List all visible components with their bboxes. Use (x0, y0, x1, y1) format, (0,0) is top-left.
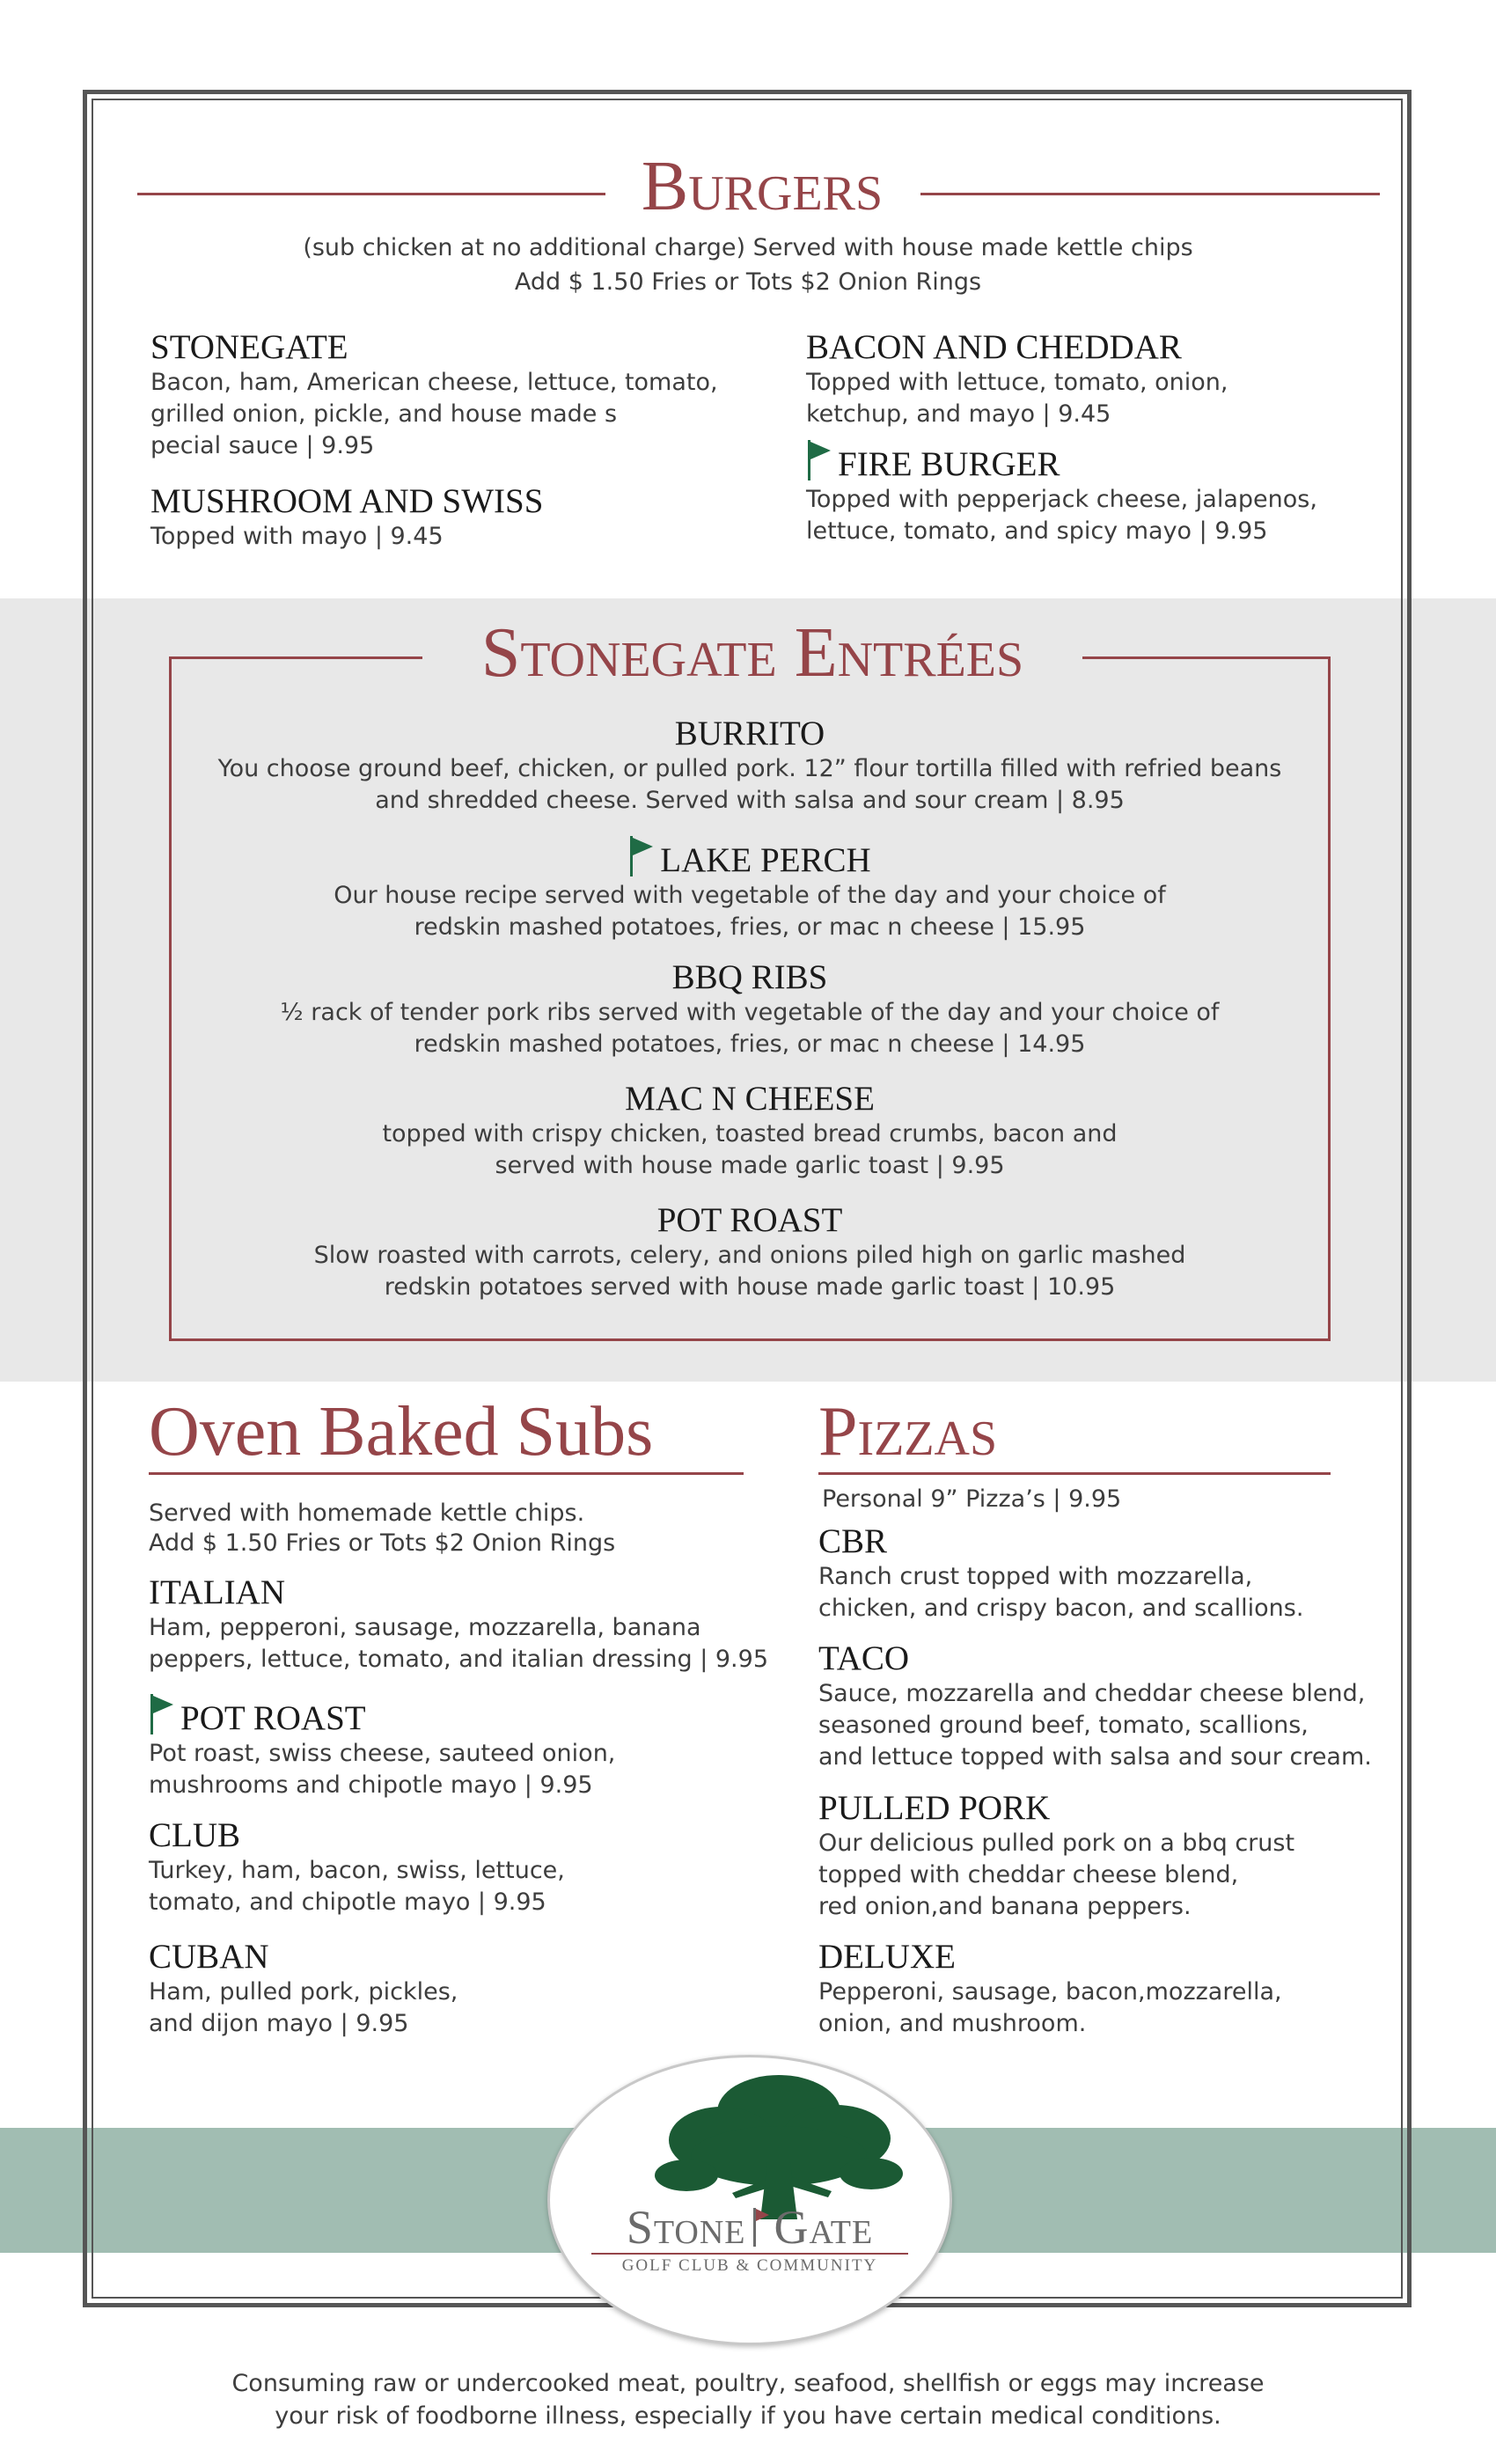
item-description: Ham, pepperoni, sausage, mozzarella, banana (149, 1614, 701, 1641)
burgers-subtitle-1: (sub chicken at no additional charge) Served with house made kettle chips (303, 234, 1193, 261)
menu-item (149, 1938, 782, 2040)
menu-item (149, 1816, 782, 1918)
footer-warning-line-1: Consuming raw or undercooked meat, poultry, seafood, shellfish or eggs may increase (231, 2370, 1265, 2397)
item-description: Bacon, ham, American cheese, lettuce, tomato, (150, 369, 718, 396)
logo-wordmark (547, 2200, 952, 2255)
item-description: grilled onion, pickle, and house made s (150, 400, 618, 428)
menu-item (169, 715, 1331, 817)
burgers-rule-right (920, 193, 1380, 195)
menu-item (169, 958, 1331, 1060)
item-name: ITALIAN (149, 1573, 285, 1611)
item-description: and shredded cheese. Served with salsa and sour cream | 8.95 (375, 787, 1125, 814)
item-name: TACO (818, 1639, 910, 1677)
item-description: Pot roast, swiss cheese, sauteed onion, (149, 1740, 616, 1767)
item-description: onion, and mushroom. (818, 2010, 1087, 2037)
item-description: ketchup, and mayo | 9.45 (806, 400, 1111, 428)
item-description: seasoned ground beef, tomato, scallions, (818, 1712, 1309, 1739)
item-description: mushrooms and chipotle mayo | 9.95 (149, 1771, 593, 1799)
item-name-row (806, 440, 1404, 484)
item-description: Pepperoni, sausage, bacon,mozzarella, (818, 1978, 1282, 2006)
item-name: CUBAN (149, 1938, 269, 1976)
item-description: Our delicious pulled pork on a bbq crust (818, 1830, 1295, 1857)
item-description: tomato, and chipotle mayo | 9.95 (149, 1888, 546, 1916)
item-description: Turkey, ham, bacon, swiss, lettuce, (149, 1857, 565, 1884)
item-name: POT ROAST (180, 1699, 366, 1737)
golf-flag-icon (149, 1694, 175, 1734)
footer-warning-line-2: your risk of foodborne illness, especially if you have certain medical conditions. (275, 2402, 1221, 2430)
item-name: PULLED PORK (818, 1789, 1051, 1827)
item-description: topped with cheddar cheese blend, (818, 1861, 1239, 1888)
logo-flag-icon (750, 2206, 771, 2248)
item-name-row (149, 1694, 782, 1738)
subs-intro-1: Served with homemade kettle chips. (149, 1500, 585, 1527)
item-description: ½ rack of tender pork ribs served with vegetable of the day and your choice of (280, 999, 1220, 1026)
item-name: BURRITO (674, 715, 825, 752)
burgers-rule-left (137, 193, 605, 195)
item-name: LAKE PERCH (660, 841, 871, 879)
item-description: Slow roasted with carrots, celery, and onions piled high on garlic mashed (313, 1242, 1186, 1269)
item-name-row (169, 836, 1331, 880)
item-description: Ham, pulled pork, pickles, (149, 1978, 458, 2006)
item-description: peppers, lettuce, tomato, and italian dressing | 9.95 (149, 1646, 768, 1673)
menu-item (818, 1789, 1390, 1923)
item-description: You choose ground beef, chicken, or pulled pork. 12” flour tortilla filled with refried beans (217, 755, 1282, 782)
menu-item (818, 1522, 1390, 1624)
item-name: BBQ RIBS (671, 958, 828, 996)
item-description: topped with crispy chicken, toasted bread crumbs, bacon and (382, 1120, 1118, 1148)
item-description: and lettuce topped with salsa and sour cream. (818, 1743, 1372, 1771)
item-name: STONEGATE (150, 328, 348, 366)
item-description: redskin mashed potatoes, fries, or mac n cheese | 14.95 (414, 1030, 1086, 1058)
item-name: POT ROAST (656, 1201, 843, 1239)
pizzas-rule (818, 1472, 1331, 1475)
item-description: redskin mashed potatoes, fries, or mac n cheese | 15.95 (414, 913, 1086, 941)
item-name: MUSHROOM AND SWISS (150, 482, 544, 520)
burgers-title: Burgers (641, 148, 884, 225)
burgers-subtitle-2: Add $ 1.50 Fries or Tots $2 Onion Rings (514, 268, 982, 296)
pizzas-title: Pizzas (818, 1393, 998, 1470)
menu-item (149, 1573, 782, 1676)
item-description: Sauce, mozzarella and cheddar cheese blend, (818, 1680, 1366, 1707)
menu-item (818, 1938, 1390, 2040)
item-name: FIRE BURGER (838, 445, 1060, 483)
item-description: chicken, and crispy bacon, and scallions. (818, 1595, 1304, 1622)
logo-name-gate: Gate (774, 2201, 874, 2254)
item-name: CBR (818, 1522, 888, 1560)
item-description: pecial sauce | 9.95 (150, 432, 375, 459)
item-description: Topped with pepperjack cheese, jalapenos, (806, 486, 1317, 513)
item-description: red onion,and banana peppers. (818, 1893, 1192, 1920)
item-name: MAC N CHEESE (625, 1080, 875, 1118)
menu-item (806, 440, 1404, 547)
item-description: Topped with mayo | 9.45 (150, 523, 444, 550)
item-name: BACON AND CHEDDAR (806, 328, 1182, 366)
item-description: redskin potatoes served with house made garlic toast | 10.95 (384, 1273, 1116, 1301)
menu-item (169, 836, 1331, 943)
subs-intro-2: Add $ 1.50 Fries or Tots $2 Onion Rings (149, 1529, 616, 1557)
item-description: Our house recipe served with vegetable of the day and your choice of (334, 882, 1166, 909)
menu-item (149, 1694, 782, 1801)
menu-item (169, 1080, 1331, 1182)
menu-item (169, 1201, 1331, 1303)
menu-item (806, 328, 1404, 430)
item-description: Topped with lettuce, tomato, onion, (806, 369, 1228, 396)
subs-title: Oven Baked Subs (149, 1393, 654, 1470)
logo-divider (591, 2253, 908, 2255)
item-name: DELUXE (818, 1938, 956, 1976)
menu-item (150, 328, 784, 462)
item-description: Ranch crust topped with mozzarella, (818, 1563, 1253, 1590)
entrees-title: Stonegate Entrées (480, 614, 1024, 692)
menu-item (818, 1639, 1390, 1773)
subs-rule (149, 1472, 744, 1475)
item-description: lettuce, tomato, and spicy mayo | 9.95 (806, 517, 1268, 545)
menu-item (150, 482, 784, 553)
logo-name-stone: Stone (626, 2201, 746, 2254)
pizzas-intro: Personal 9” Pizza’s | 9.95 (822, 1485, 1122, 1513)
golf-flag-icon (628, 836, 655, 876)
item-name: CLUB (149, 1816, 241, 1854)
item-description: and dijon mayo | 9.95 (149, 2010, 409, 2037)
golf-flag-icon (806, 440, 832, 480)
logo-tagline: GOLF CLUB & COMMUNITY (621, 2256, 878, 2275)
item-description: served with house made garlic toast | 9.95 (495, 1152, 1005, 1179)
